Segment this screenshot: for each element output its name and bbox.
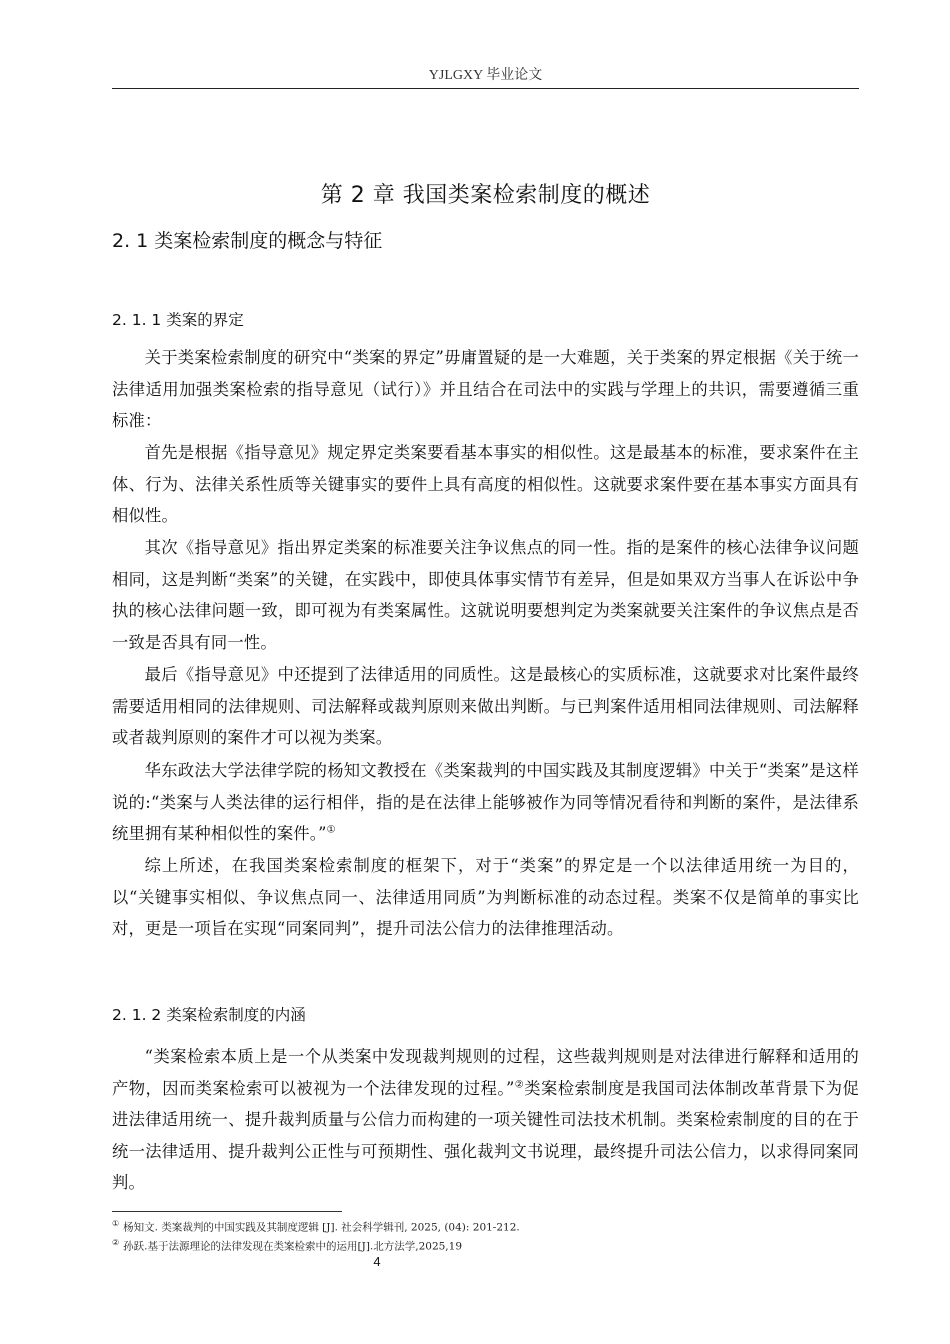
paragraph: [112, 1041, 859, 1199]
footnote: [112, 1238, 462, 1254]
footnote-mark: ②: [112, 1238, 120, 1247]
section-heading-2-1-2: 2. 1. 2 类案检索制度的内涵: [112, 1006, 306, 1024]
paragraph: 综上所述，在我国类案检索制度的框架下，对于“类案”的界定是一个以法律适用统一为目的，以“关键事实相似、争议焦点同一、法律适用同质”为判断标准的动态过程。类案不仅是简单的事实比对，更是一项旨在实现“同案同判”，提升司法公信力的法律推理活动。: [112, 856, 859, 938]
footnote-divider: [112, 1211, 342, 1212]
paragraph: 关于类案检索制度的研究中“类案的界定”毋庸置疑的是一大难题，关于类案的界定根据《关于统一法律适用加强类案检索的指导意见（试行）》并且结合在司法中的实践与学理上的共识，需要遵循三重标准：: [112, 348, 859, 430]
paragraph-text: 类案检索制度是我国司法体制改革背景下为促进法律适用统一、提升裁判质量与公信力而构建的一项关键性司法技术机制。类案检索制度的目的在于统一法律适用、提升裁判公正性与可预期性、强化裁判文书说理，最终提升司法公信力，以求得同案同判。: [112, 1078, 859, 1192]
footnote-ref: ②: [514, 1079, 525, 1091]
paragraph: [112, 755, 859, 850]
paragraph: 首先是根据《指导意见》规定界定类案要看基本事实的相似性。这是最基本的标准，要求案件在主体、行为、法律关系性质等关键事实的要件上具有高度的相似性。这就要求案件要在基本事实方面具有相似性。: [112, 443, 859, 525]
footnote-ref: ①: [326, 824, 336, 836]
paragraph: 最后《指导意见》中还提到了法律适用的同质性。这是最核心的实质标准，这就要求对比案件最终需要适用相同的法律规则、司法解释或裁判原则来做出判断。与已判案件适用相同法律规则、司法解释或者裁判原则的案件才可以视为类案。: [112, 665, 859, 747]
running-header: YJLGXY 毕业论文: [428, 68, 543, 83]
footnote-mark: ①: [112, 1219, 120, 1228]
section-heading-2-1: 2. 1 类案检索制度的概念与特征: [112, 230, 383, 252]
footnote: [112, 1219, 520, 1235]
footnote-text: 杨知文. 类案裁判的中国实践及其制度逻辑 [J]. 社会科学辑刊, 2025, (04): 201-212.: [123, 1221, 520, 1234]
paragraph-text: 华东政法大学法律学院的杨知文教授在《类案裁判的中国实践及其制度逻辑》中关于“类案”是这样说的:“类案与人类法律的运行相伴，指的是在法律上能够被作为同等情况看待和判断的案件，是法律系统里拥有某种相似性的案件。”: [112, 761, 859, 843]
page-number: 4: [373, 1254, 381, 1269]
section-heading-2-1-1: 2. 1. 1 类案的界定: [112, 311, 244, 329]
footnote-text: 孙跃.基于法源理论的法律发现在类案检索中的运用[J].北方法学,2025,19: [123, 1240, 463, 1253]
paragraph: 其次《指导意见》指出界定类案的标准要关注争议焦点的同一性。指的是案件的核心法律争议问题相同，这是判断“类案”的关键，在实践中，即使具体事实情节有差异，但是如果双方当事人在诉讼中争执的核心法律问题一致，即可视为有类案属性。这就说明要想判定为类案就要关注案件的争议焦点是否一致是否具有同一性。: [112, 538, 859, 652]
header-divider: [112, 88, 859, 89]
paragraph-text: “类案检索本质上是一个从类案中发现裁判规则的过程，这些裁判规则是对法律进行解释和适用的产物，因而类案检索可以被视为一个法律发现的过程。”: [112, 1047, 859, 1098]
chapter-title: 第 2 章 我国类案检索制度的概述: [320, 183, 651, 208]
